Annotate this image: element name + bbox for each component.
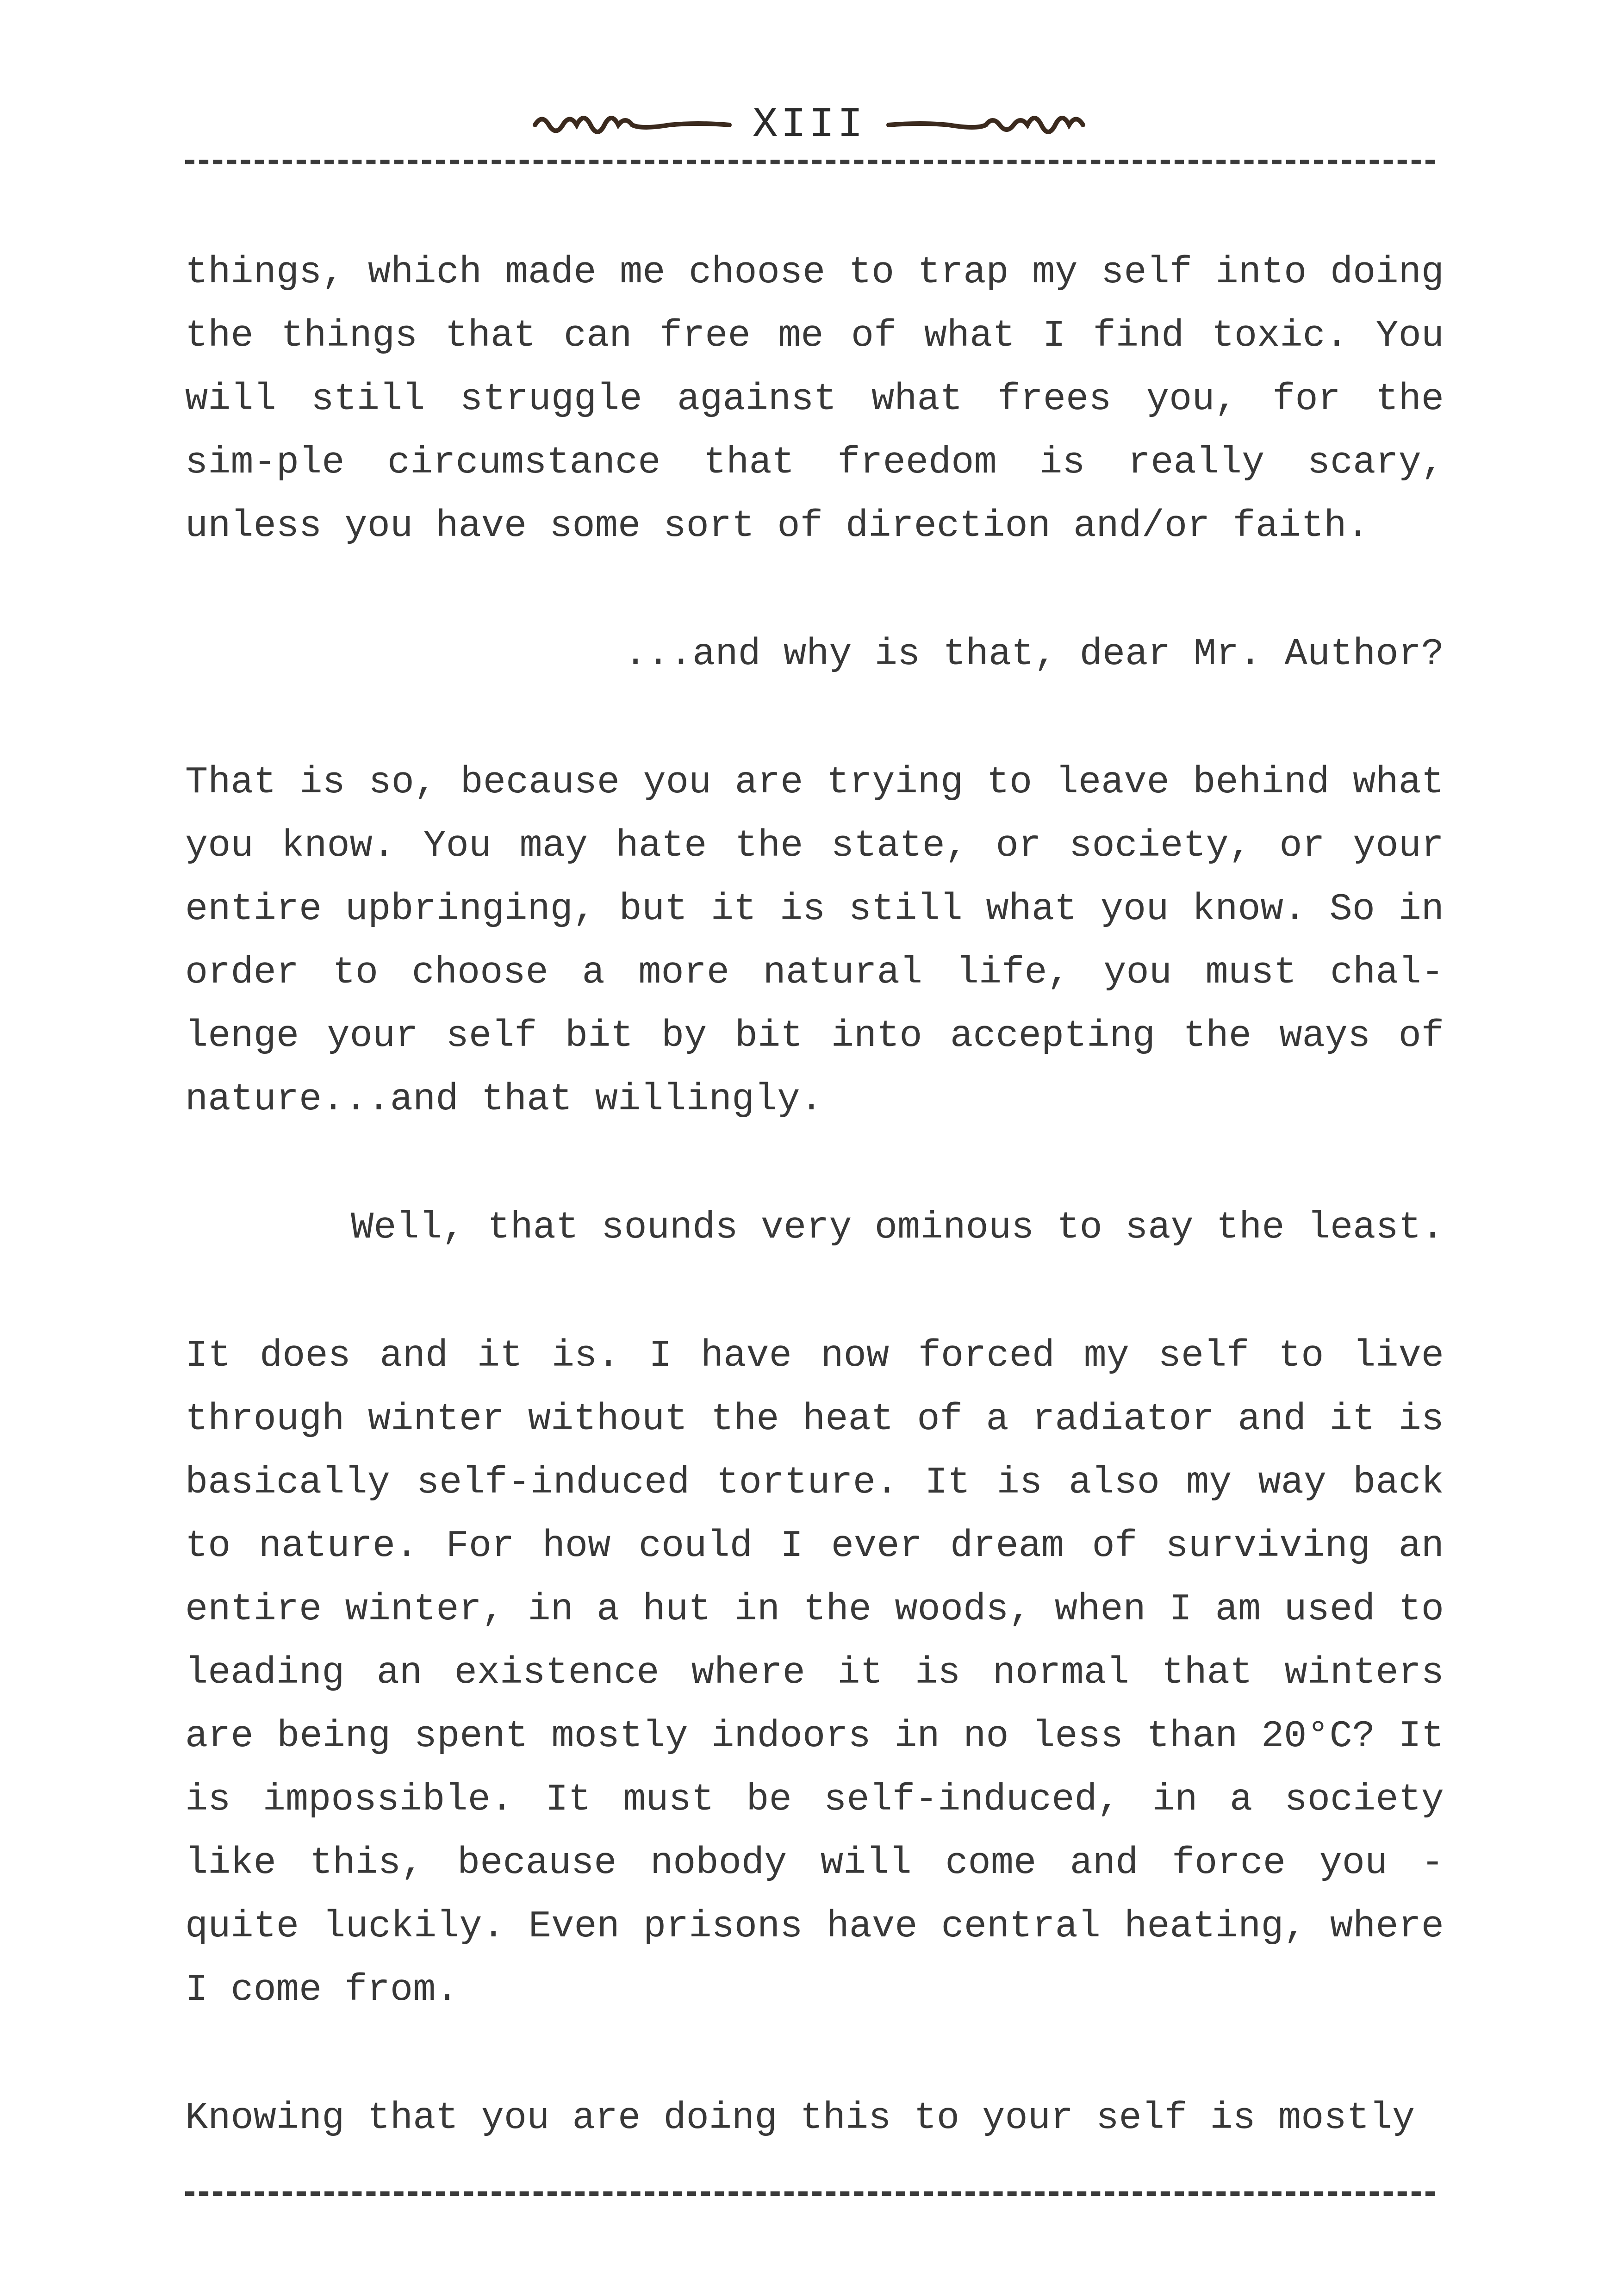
bottom-dashed-rule bbox=[185, 2191, 1435, 2196]
paragraph: It does and it is. I have now forced my self to live through winter without the heat of a radiator and it is basically self-induced torture. It is also my way back to nature. For how could I ever dream of surviving an entire winter, in a hut in the woods, when I am used to leading an existence where it is normal that winters are being spent mostly indoors in no less than 20°C? It is impossible. It must be self-induced, in a society like this, because nobody will come and force you - quite luckily. Even prisons have central heating, where I come from. bbox=[185, 1334, 1444, 2011]
left-ornament-icon bbox=[530, 106, 734, 143]
body-text bbox=[185, 241, 1444, 2150]
paragraph: That is so, because you are trying to leave behind what you know. You may hate the state, or society, or your entire upbringing, but it is still what you know. So in order to choose a more natural life, you must chal-lenge your self bit by bit into accepting the ways of nature...and that willingly. bbox=[185, 761, 1444, 1121]
right-ornament-icon bbox=[884, 106, 1088, 143]
dialogue-remark: Well, that sounds very ominous to say the least. bbox=[351, 1206, 1444, 1249]
page-header bbox=[0, 95, 1618, 155]
page-number: XIII bbox=[752, 100, 866, 149]
paragraph: things, which made me choose to trap my self into doing the things that can free me of what I find toxic. You will still struggle against what frees you, for the sim-ple circumstance that freedom is really scary, unless you have some sort of direction and/or faith. bbox=[185, 251, 1444, 548]
dialogue-question: ...and why is that, dear Mr. Author? bbox=[624, 633, 1444, 676]
top-dashed-rule bbox=[185, 160, 1435, 164]
paragraph: Knowing that you are doing this to your self is mostly bbox=[185, 2097, 1415, 2140]
